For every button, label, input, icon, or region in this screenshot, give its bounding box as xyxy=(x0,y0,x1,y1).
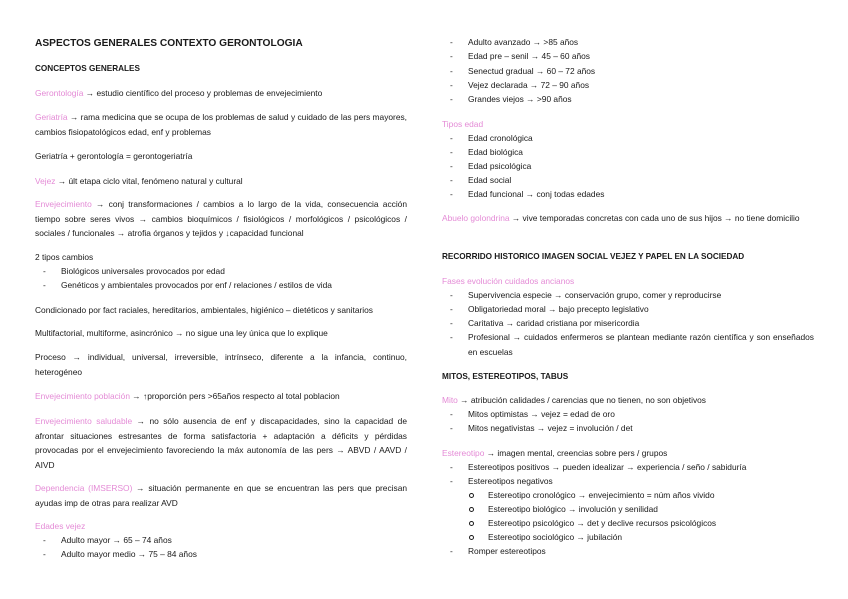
def-gerontologia: Gerontología → estudio científico del proceso y problemas de envejecimiento xyxy=(35,88,323,98)
def-envej-poblacion: Envejecimiento población → ↑proporción pers >65años respecto al total poblacion xyxy=(35,391,340,401)
fase-4: Profesional → cuidados enfermeros se plantean mediante razón científica y son enseñados en escuelas xyxy=(468,332,814,357)
circle-bullet-icon xyxy=(469,493,474,498)
fase-2: Obligatoriedad moral → bajo precepto legislativo xyxy=(468,304,649,314)
conceptos-heading: CONCEPTOS GENERALES xyxy=(35,64,140,73)
estereotipo-sub-4: Estereotipo sociológico → jubilación xyxy=(488,532,623,542)
tipo-edad-5: Edad funcional → conj todas edades xyxy=(468,189,605,199)
estereotipo-item-1: Estereotipos positivos → pueden idealizar → experiencia / seño / sabiduría xyxy=(468,462,747,472)
edad-item-5: Senectud gradual → 60 – 72 años xyxy=(468,66,596,76)
tipos-edad-heading: Tipos edad xyxy=(442,119,484,129)
tipo-cambio-1: Biológicos universales provocados por edad xyxy=(61,266,225,276)
def-abuelo-golondrina: Abuelo golondrina → vive temporadas concretas con cada uno de sus hijos → no tiene domicilio xyxy=(442,213,800,223)
edad-item-1: Adulto mayor → 65 – 74 años xyxy=(61,535,172,545)
tipo-edad-4: Edad social xyxy=(468,175,512,185)
condicionado: Condicionado por fact raciales, hereditarios, ambientales, higiénico – dietéticos y sanitarios xyxy=(35,305,373,315)
recorrido-heading: RECORRIDO HISTORICO IMAGEN SOCIAL VEJEZ Y PAPEL EN LA SOCIEDAD xyxy=(442,252,745,261)
geriatria-plus: Geriatría + gerontología = gerontogeriatría xyxy=(35,151,193,161)
circle-bullet-icon xyxy=(469,535,474,540)
fases-heading: Fases evolución cuidados ancianos xyxy=(442,276,575,286)
mito-item-1: Mitos optimistas → vejez = edad de oro xyxy=(468,409,615,419)
multifactorial: Multifactorial, multiforme, asincrónico → no sigue una ley única que lo explique xyxy=(35,328,328,338)
fase-1: Supervivencia especie → conservación grupo, comer y reproducirse xyxy=(468,290,722,300)
mito-item-2: Mitos negativistas → vejez = involución / det xyxy=(468,423,633,433)
fase-3: Caritativa → caridad cristiana por misericordia xyxy=(468,318,640,328)
edad-item-3: Adulto avanzado → >85 años xyxy=(468,37,579,47)
def-estereotipo: Estereotipo → imagen mental, creencias sobre pers / grupos xyxy=(442,448,668,458)
def-mito: Mito → atribución calidades / carencias que no tienen, no son objetivos xyxy=(442,395,706,405)
mitos-heading: MITOS, ESTEREOTIPOS, TABUS xyxy=(442,372,569,381)
tipo-edad-2: Edad biológica xyxy=(468,147,523,157)
document-title: ASPECTOS GENERALES CONTEXTO GERONTOLOGIA xyxy=(35,38,303,49)
def-envejecimiento: Envejecimiento → conj transformaciones / cambios a lo largo de la vida, consecuencia acción tiempo sobre seres vivos → cambios bioquímicos / fisiológicos / morfológicos / psicológicos / sociales / funcionales → atrofia órganos y tejidos y ↓capacidad funcional xyxy=(35,199,407,239)
def-vejez: Vejez → últ etapa ciclo vital, fenómeno natural y cultural xyxy=(35,176,243,186)
dos-tipos-label: 2 tipos cambios xyxy=(35,252,94,262)
def-geriatria: Geriatría → rama medicina que se ocupa de los problemas de salud y cuidado de las pers mayores, cambios fisiopatológicos edad, enf y problemas xyxy=(35,112,407,137)
edad-item-7: Grandes viejos → >90 años xyxy=(468,94,572,104)
romper-estereotipos: Romper estereotipos xyxy=(468,546,546,556)
estereotipo-item-2: Estereotipos negativos xyxy=(468,476,553,486)
def-dependencia: Dependencia (IMSERSO) → situación permanente en que se encuentran las pers que precisan ayudas imp de otras para realizar AVD xyxy=(35,483,408,508)
estereotipo-sub-3: Estereotipo psicológico → det y declive recursos psicológicos xyxy=(488,518,717,528)
proceso: Proceso → individual, universal, irreversible, intrínseco, diferente a la infancia, continuo, heterogéneo xyxy=(35,352,407,377)
edad-item-2: Adulto mayor medio → 75 – 84 años xyxy=(61,549,197,559)
edades-vejez-heading: Edades vejez xyxy=(35,521,86,531)
tipo-edad-1: Edad cronológica xyxy=(468,133,533,143)
tipo-edad-3: Edad psicológica xyxy=(468,161,532,171)
circle-bullet-icon xyxy=(469,507,474,512)
tipo-cambio-2: Genéticos y ambientales provocados por enf / relaciones / estilos de vida xyxy=(61,280,332,290)
def-envej-saludable: Envejecimiento saludable → no sólo ausencia de enf y discapacidades, sino la capacidad de afrontar situaciones estresantes de forma satisfactoria + adaptación a déficits y pérdidas provocadas por el envejecimiento favoreciendo la máx autonomía de las pers → ABVD / AAVD / AIVD xyxy=(35,416,407,470)
estereotipo-sub-1: Estereotipo cronológico → envejecimiento = núm años vivido xyxy=(488,490,715,500)
edad-item-6: Vejez declarada → 72 – 90 años xyxy=(468,80,590,90)
estereotipo-sub-2: Estereotipo biológico → involución y senilidad xyxy=(488,504,658,514)
edad-item-4: Edad pre – senil → 45 – 60 años xyxy=(468,51,590,61)
circle-bullet-icon xyxy=(469,521,474,526)
